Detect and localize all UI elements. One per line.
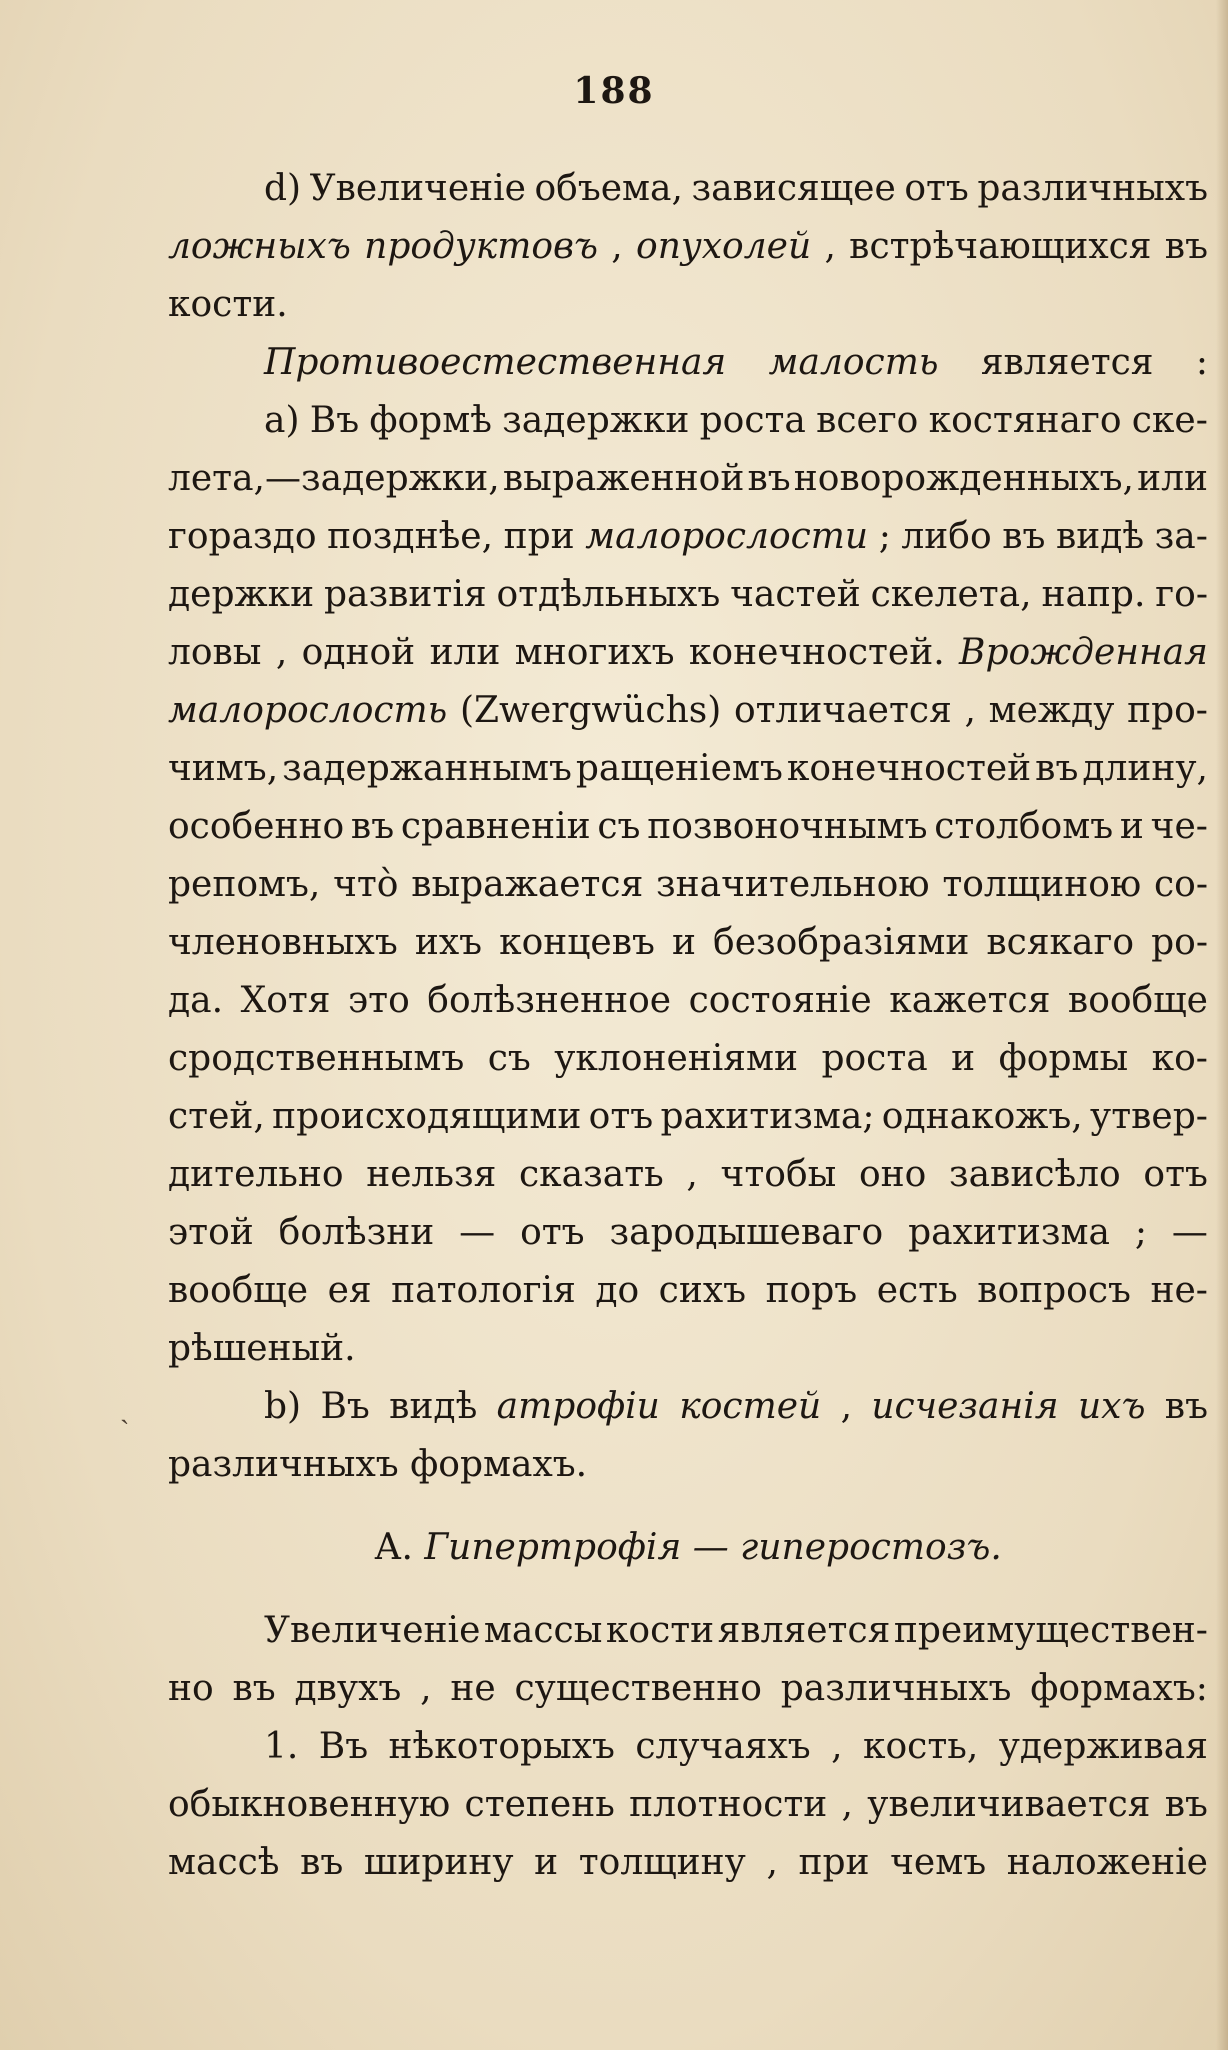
- text-run: рѣшеный.: [168, 1328, 356, 1369]
- text-run: кости.: [168, 284, 288, 325]
- text-word: ко-: [1151, 1038, 1208, 1079]
- text-word: болѣзни: [278, 1212, 435, 1253]
- text-word: исчезанія: [871, 1386, 1059, 1427]
- text-word: че-: [1150, 806, 1208, 847]
- text-word: роста: [699, 400, 806, 441]
- text-word: толщиною: [942, 864, 1142, 905]
- text-word: стей,: [168, 1096, 265, 1137]
- text-line: [168, 1204, 1208, 1262]
- text-word: и: [671, 922, 696, 963]
- text-word: удерживая: [998, 1726, 1208, 1767]
- text-word: Въ: [309, 400, 360, 441]
- text-word: выраженной: [502, 458, 745, 499]
- text-word: безобразіями: [713, 922, 970, 963]
- text-word: всего: [816, 400, 919, 441]
- text-word: развитія: [324, 574, 487, 615]
- text-word: Въ: [320, 1386, 370, 1427]
- text-word: отъ: [904, 168, 969, 209]
- text-word: частей: [730, 574, 861, 615]
- text-word: съ: [597, 806, 641, 847]
- text-word: Противоестественная: [264, 342, 727, 383]
- text-line: [168, 740, 1208, 798]
- text-word: наложеніе: [1006, 1842, 1208, 1883]
- text-word: поръ: [765, 1270, 858, 1311]
- text-word: гораздо: [168, 516, 317, 557]
- text-word: задержаннымъ: [282, 748, 572, 789]
- text-word: видѣ: [1055, 516, 1145, 557]
- text-word: существенно: [514, 1668, 762, 1709]
- text-word: да.: [168, 980, 224, 1021]
- text-line: [168, 1378, 1208, 1436]
- text-run: Гипертрофія — гиперостозъ.: [424, 1527, 1002, 1568]
- text-word: ,: [275, 632, 288, 673]
- margin-mark: ˏ: [120, 1392, 130, 1425]
- text-word: рахитизма: [908, 1212, 1110, 1253]
- text-run: А.: [374, 1527, 425, 1568]
- text-word: массѣ: [168, 1842, 280, 1883]
- text-word: дительно: [168, 1154, 344, 1195]
- text-word: ширину: [363, 1842, 514, 1883]
- text-word: въ: [1035, 748, 1079, 789]
- section-heading: [168, 1494, 1208, 1602]
- text-word: въ: [232, 1668, 276, 1709]
- text-word: Увеличеніе: [309, 168, 526, 209]
- text-word: го-: [1155, 574, 1208, 615]
- text-word: формы: [998, 1038, 1129, 1079]
- text-line: [168, 624, 1208, 682]
- text-word: ,: [831, 1726, 843, 1767]
- text-word: рахитизма;: [660, 1096, 875, 1137]
- text-word: отъ: [1143, 1154, 1208, 1195]
- text-word: плотности: [629, 1784, 828, 1825]
- text-line: [168, 682, 1208, 740]
- text-word: въ: [1164, 1784, 1208, 1825]
- text-word: встрѣчающихся: [849, 226, 1152, 267]
- text-word: однакожъ,: [881, 1096, 1083, 1137]
- text-line: [168, 1146, 1208, 1204]
- text-line: [168, 1088, 1208, 1146]
- text-word: кажется: [889, 980, 1051, 1021]
- text-word: зависѣло: [948, 1154, 1121, 1195]
- page-edge-shadow: [1216, 0, 1228, 2050]
- text-word: болѣзненное: [427, 980, 672, 1021]
- text-line: [168, 450, 1208, 508]
- text-word: значительною: [656, 864, 930, 905]
- text-word: b): [264, 1386, 302, 1427]
- text-word: скелета,: [870, 574, 1032, 615]
- text-word: Хотя: [240, 980, 331, 1021]
- text-word: въ: [1164, 1386, 1208, 1427]
- text-line: [168, 334, 1208, 392]
- text-word: за-: [1154, 516, 1208, 557]
- text-word: ;: [1134, 1212, 1147, 1253]
- text-word: держки: [168, 574, 315, 615]
- text-word: утвер-: [1090, 1096, 1208, 1137]
- text-word: оно: [858, 1154, 927, 1195]
- text-word: позвоночнымъ: [647, 806, 928, 847]
- text-word: вообще: [168, 1270, 309, 1311]
- text-word: или: [429, 632, 501, 673]
- text-word: сказать: [519, 1154, 664, 1195]
- text-line: [168, 856, 1208, 914]
- text-line: [168, 160, 1208, 218]
- text-word: формахъ:: [1030, 1668, 1208, 1709]
- text-word: ловы: [168, 632, 262, 673]
- text-word: длину,: [1082, 748, 1208, 789]
- text-line: [168, 566, 1208, 624]
- text-word: нельзя: [366, 1154, 497, 1195]
- text-word: либо: [901, 516, 992, 557]
- text-word: сравненіи: [400, 806, 591, 847]
- text-word: состояніе: [688, 980, 872, 1021]
- text-word: является: [980, 342, 1154, 383]
- text-word: атрофіи: [496, 1386, 660, 1427]
- text-word: двухъ: [294, 1668, 402, 1709]
- text-word: особенно: [168, 806, 345, 847]
- text-line: [168, 1834, 1208, 1892]
- text-word: уклоненіями: [554, 1038, 798, 1079]
- text-word: зародышеваго: [609, 1212, 884, 1253]
- text-word: кости: [605, 1610, 715, 1651]
- text-word: ихъ: [414, 922, 483, 963]
- text-word: :: [1195, 342, 1208, 383]
- text-word: преимуществен-: [893, 1610, 1208, 1651]
- text-word: чтобы: [720, 1154, 837, 1195]
- text-word: въ: [1164, 226, 1208, 267]
- text-word: ,: [766, 1842, 778, 1883]
- text-word: различныхъ: [780, 1668, 1012, 1709]
- text-word: опухолей: [636, 226, 812, 267]
- text-word: сихъ: [658, 1270, 747, 1311]
- text-word: ихъ: [1077, 1386, 1146, 1427]
- text-word: напр.: [1041, 574, 1146, 615]
- text-word: отдѣльныхъ: [496, 574, 721, 615]
- text-word: формѣ: [369, 400, 492, 441]
- text-word: ,: [841, 1784, 853, 1825]
- text-word: отъ: [588, 1096, 654, 1137]
- text-word: ,: [611, 226, 623, 267]
- text-word: Врожденная: [959, 632, 1208, 673]
- text-word: костей: [679, 1386, 822, 1427]
- text-word: нѣкоторыхъ: [388, 1726, 615, 1767]
- text-word: этой: [168, 1212, 254, 1253]
- text-word: репомъ,: [168, 864, 321, 905]
- text-word: чемъ: [890, 1842, 987, 1883]
- text-word: видѣ: [389, 1386, 478, 1427]
- text-word: со-: [1154, 864, 1208, 905]
- text-word: концевъ: [499, 922, 655, 963]
- text-word: (Zwergwüchs): [459, 690, 722, 731]
- text-line: [168, 1030, 1208, 1088]
- text-word: ,: [420, 1668, 432, 1709]
- text-word: обыкновенную: [168, 1784, 451, 1825]
- text-line: [168, 1660, 1208, 1718]
- text-line: [168, 1602, 1208, 1660]
- text-word: задержки: [502, 400, 690, 441]
- text-line: [168, 914, 1208, 972]
- text-word: выражается: [411, 864, 644, 905]
- text-word: чимъ,: [168, 748, 279, 789]
- text-word: многихъ: [514, 632, 675, 673]
- text-word: что̀: [333, 864, 399, 905]
- text-word: Въ: [318, 1726, 369, 1767]
- text-line: [168, 392, 1208, 450]
- text-word: лета,—задержки,: [168, 458, 500, 499]
- text-word: членовныхъ: [168, 922, 398, 963]
- text-line: [168, 798, 1208, 856]
- text-word: ро-: [1151, 922, 1208, 963]
- text-word: случаяхъ: [635, 1726, 811, 1767]
- text-word: 1.: [264, 1726, 299, 1767]
- text-word: вообще: [1067, 980, 1208, 1021]
- text-word: не: [450, 1668, 496, 1709]
- text-word: это: [348, 980, 410, 1021]
- text-line: [168, 1262, 1208, 1320]
- text-word: въ: [350, 806, 395, 847]
- text-word: малорослости: [585, 516, 869, 557]
- text-word: между: [988, 690, 1115, 731]
- text-word: вопросъ: [977, 1270, 1131, 1311]
- text-word: происходящими: [272, 1096, 582, 1137]
- text-word: а): [264, 400, 300, 441]
- text-word: при: [503, 516, 575, 557]
- text-word: —: [459, 1212, 496, 1253]
- text-line: [168, 1718, 1208, 1776]
- text-word: роста: [821, 1038, 928, 1079]
- text-word: —: [1171, 1212, 1208, 1253]
- text-word: отъ: [520, 1212, 585, 1253]
- text-line: [168, 1320, 1208, 1378]
- text-word: въ: [300, 1842, 344, 1883]
- text-word: столбомъ: [934, 806, 1114, 847]
- text-word: позднѣе,: [327, 516, 494, 557]
- text-line: [168, 972, 1208, 1030]
- text-word: ,: [840, 1386, 853, 1427]
- text-word: малорослость: [168, 690, 448, 731]
- text-word: конечностей: [786, 748, 1032, 789]
- text-word: d): [264, 168, 302, 209]
- text-word: ,: [686, 1154, 698, 1195]
- text-line: [168, 1436, 1208, 1494]
- text-word: отличается: [733, 690, 952, 731]
- text-word: всякаго: [986, 922, 1135, 963]
- text-word: и: [951, 1038, 976, 1079]
- text-word: является: [717, 1610, 891, 1651]
- text-word: въ: [1002, 516, 1046, 557]
- text-line: [168, 1776, 1208, 1834]
- text-line: [168, 508, 1208, 566]
- text-word: ращеніемъ: [575, 748, 783, 789]
- text-word: одной: [301, 632, 416, 673]
- text-word: ;: [878, 516, 891, 557]
- text-run: различныхъ формахъ.: [168, 1444, 588, 1485]
- text-word: увеличивается: [867, 1784, 1151, 1825]
- text-word: ске-: [1131, 400, 1208, 441]
- text-word: до: [595, 1270, 640, 1311]
- text-word: есть: [876, 1270, 958, 1311]
- text-word: ложныхъ: [168, 226, 351, 267]
- text-word: ,: [824, 226, 836, 267]
- text-word: кость,: [862, 1726, 979, 1767]
- text-word: не-: [1150, 1270, 1208, 1311]
- page-number: 188: [573, 70, 655, 112]
- text-word: объема,: [534, 168, 683, 209]
- text-word: продуктовъ: [364, 226, 598, 267]
- text-word: или: [1137, 458, 1208, 499]
- text-word: массы: [483, 1610, 603, 1651]
- text-word: ,: [964, 690, 976, 731]
- text-word: сродственнымъ: [168, 1038, 465, 1079]
- text-word: конечностей.: [688, 632, 945, 673]
- text-word: и: [1119, 806, 1144, 847]
- text-word: при: [798, 1842, 870, 1883]
- text-word: новорожденныхъ,: [793, 458, 1134, 499]
- text-word: и: [534, 1842, 559, 1883]
- text-word: про-: [1127, 690, 1208, 731]
- text-word: зависящее: [691, 168, 896, 209]
- text-line: [168, 218, 1208, 276]
- text-word: съ: [487, 1038, 531, 1079]
- text-word: толщину: [578, 1842, 746, 1883]
- text-word: въ: [747, 458, 791, 499]
- text-line: [168, 276, 1208, 334]
- text-word: степень: [464, 1784, 615, 1825]
- text-word: ея: [327, 1270, 372, 1311]
- text-word: различныхъ: [977, 168, 1208, 209]
- text-word: патологія: [391, 1270, 576, 1311]
- text-word: но: [168, 1668, 214, 1709]
- text-word: костянаго: [928, 400, 1122, 441]
- text-word: малость: [768, 342, 939, 383]
- text-word: Увеличеніе: [264, 1610, 481, 1651]
- text-body: [168, 160, 1208, 1892]
